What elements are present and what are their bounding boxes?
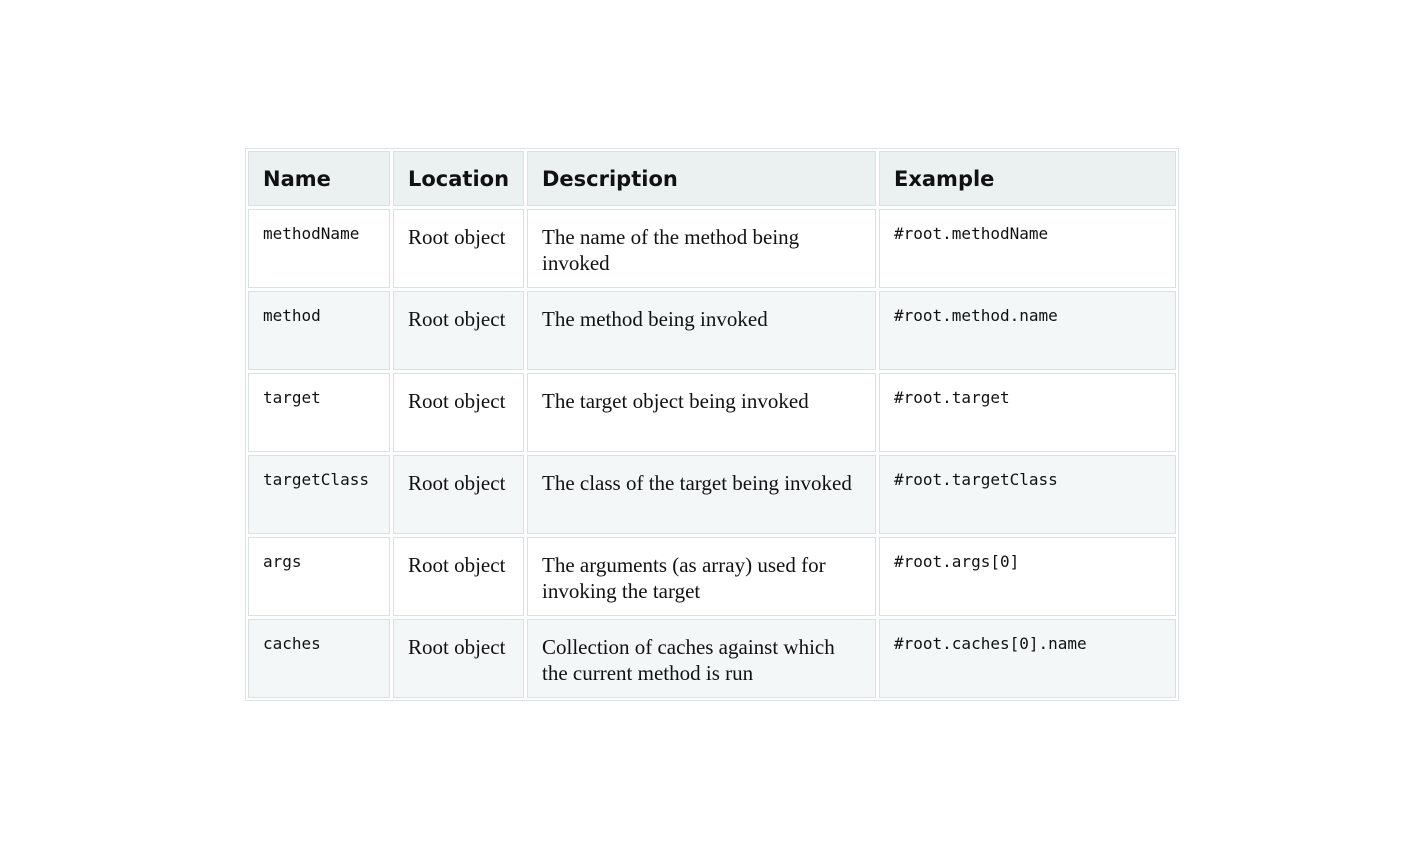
cell-location: Root object [393,537,524,616]
cell-example: #root.methodName [879,209,1176,288]
table-row [248,619,1176,698]
cell-name: method [248,291,390,370]
cell-location: Root object [393,291,524,370]
cell-example: #root.target [879,373,1176,452]
header-name: Name [248,151,390,206]
root-object-variables-table [245,148,1179,701]
cell-description: The class of the target being invoked [527,455,876,534]
table-row [248,373,1176,452]
cell-description: The name of the method being invoked [527,209,876,288]
header-location: Location [393,151,524,206]
header-example: Example [879,151,1176,206]
table-row [248,291,1176,370]
cell-description: Collection of caches against which the current method is run [527,619,876,698]
table-header-row [248,151,1176,206]
cell-description: The arguments (as array) used for invoking the target [527,537,876,616]
table-row [248,455,1176,534]
root-object-variables-table-container [245,148,1179,701]
cell-example: #root.method.name [879,291,1176,370]
cell-example: #root.caches[0].name [879,619,1176,698]
table-row [248,209,1176,288]
cell-name: methodName [248,209,390,288]
cell-location: Root object [393,209,524,288]
cell-name: args [248,537,390,616]
cell-example: #root.targetClass [879,455,1176,534]
cell-name: targetClass [248,455,390,534]
cell-location: Root object [393,373,524,452]
cell-location: Root object [393,619,524,698]
cell-example: #root.args[0] [879,537,1176,616]
table-row [248,537,1176,616]
cell-name: target [248,373,390,452]
cell-description: The method being invoked [527,291,876,370]
cell-location: Root object [393,455,524,534]
cell-description: The target object being invoked [527,373,876,452]
cell-name: caches [248,619,390,698]
header-description: Description [527,151,876,206]
